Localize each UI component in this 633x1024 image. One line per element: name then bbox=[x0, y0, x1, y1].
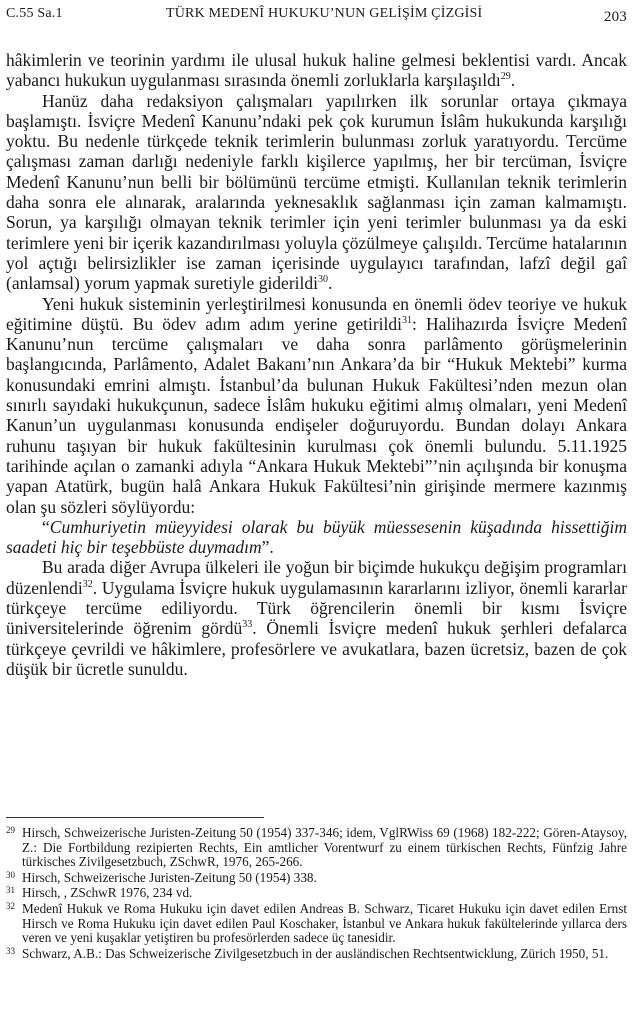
page-header bbox=[6, 6, 627, 28]
footnote-separator bbox=[6, 817, 264, 818]
journal-volume: C.55 Sa.1 bbox=[6, 6, 63, 21]
ataturk-quote bbox=[6, 517, 627, 558]
footnote-text: Hirsch, , ZSchwR 1976, 234 vd. bbox=[22, 885, 193, 901]
footnote-number: 29 bbox=[6, 825, 15, 835]
footnote-number: 33 bbox=[6, 945, 15, 956]
footnotes bbox=[6, 826, 627, 962]
paragraph-text: hâkimlerin ve teorinin yardımı ile ulusal hukuk haline gelmesi beklentisi vardı. Ancak yabancı hukukun uygulanması sırasında önemli zorluklarla karşılaşıldı bbox=[6, 50, 627, 91]
footnote-text: Hirsch, Schweizerische Juristen-Zeitung 50 (1954) 338. bbox=[22, 869, 317, 885]
footnote-32 bbox=[6, 902, 627, 946]
paragraph-text: . bbox=[328, 273, 333, 294]
paragraph-text: Hanüz daha redaksiyon çalışmaları yapılırken ilk sorunlar ortaya çıkmaya başlamıştı. İsviçre Medenî Kanunu’ndaki pek çok kurumun İslâm hukukunda karşılığı yoktu. Bu nedenle türkçede teknik terimlerin bulunması zorluk yaratıyordu. Tercüme çalışması zaman darlığı nedeniyle farklı kişilerce yapılmış, her bir tercüman, İsviçre Medenî Kanunu’nun belli bir bölümünü tercüme etmişti. Kullanılan teknik terimlerin daha sonra ele alınarak, aralarında yeknesaklık sağlanması için zaman kalmamıştı. Sorun, ya karşılığı olmayan teknik terimler için yeni terimler bulunması ya da eski terimlere yeni bir içerik kazandırılması yoluyla çözülmeye çalışıldı. Tercüme hatalarının yol açtığı belirsizlikler ise zaman içerisinde uygulayıcı tarafından, lafzî değil gaî (anlamsal) yorum yapmak suretiyle giderildi bbox=[6, 90, 627, 294]
footnote-number: 32 bbox=[6, 900, 15, 911]
footnote-33 bbox=[6, 947, 627, 962]
quote-open-mark: “ bbox=[42, 516, 50, 537]
paragraph-2 bbox=[6, 91, 627, 294]
paragraph-1 bbox=[6, 50, 627, 91]
paragraph-text: Yeni hukuk sisteminin yerleştirilmesi konusunda en önemli ödev teoriye ve hukuk eğitimine düştü. Bu ödev adım adım yerine getirildi bbox=[6, 293, 627, 334]
body-text bbox=[6, 50, 627, 679]
page-number: 203 bbox=[603, 9, 627, 25]
paragraph-4 bbox=[6, 557, 627, 679]
running-title: TÜRK MEDENÎ HUKUKU’NUN GELİŞİM ÇİZGİSİ bbox=[166, 6, 483, 21]
footnote-30 bbox=[6, 871, 627, 886]
footnote-text: Hirsch, Schweizerische Juristen-Zeitung 50 (1954) 337-346; idem, VglRWiss 69 (1968) 182-222; Gören-Ataysoy, Z.: Die Fortbildung rezipierten Rechts, Ein amtlicher Vorentwurf zu einem türkischen Rechts, Fünfzig Jahre türkisches Zivilgesetzbuch, ZSchwR, 1976, 265-266. bbox=[22, 825, 627, 870]
paragraph-text: . Önemli İsviçre medenî hukuk şerhleri defalarca türkçeye çevrildi ve hâkimlere, profesörlere ve avukatlara, bazen ücretsiz, bazen de çok düşük bir ücretle sunuldu. bbox=[6, 618, 627, 679]
paragraph-text: . bbox=[510, 70, 516, 91]
footnote-ref-30: 30 bbox=[318, 274, 328, 286]
footnote-text: Medenî Hukuk ve Roma Hukuku için davet edilen Andreas B. Schwarz, Ticaret Hukuku için davet edilen Ernst Hirsch ve Roma Hukuku için davet edilen Paul Koschaker, İstanbul ve Ankara hukuk fakültelerinde yıllarca ders veren ve yeni kuşaklar yetiştiren bu profesörlerden sadece üç tanesidir. bbox=[22, 900, 627, 946]
paragraph-text: Bu arada diğer Avrupa ülkeleri ile yoğun bir biçimde hukukçu değişim programları düzenlendi bbox=[6, 557, 627, 598]
quote-close-mark: ”. bbox=[261, 537, 274, 558]
footnote-text: Schwarz, A.B.: Das Schweizerische Zivilgesetzbuch in der ausländischen Rechtsentwicklung, Zürich 1950, 51. bbox=[22, 945, 609, 961]
footnote-ref-31: 31 bbox=[401, 314, 412, 326]
footnote-number: 31 bbox=[6, 885, 15, 896]
footnote-ref-33: 33 bbox=[242, 619, 253, 631]
paragraph-3 bbox=[6, 294, 627, 517]
footnote-29 bbox=[6, 826, 627, 870]
footnote-ref-32: 32 bbox=[82, 578, 93, 590]
paragraph-text: : Halihazırda İsviçre Medenî Kanunu’nun tercüme çalışmaları ve daha sonra parlâmento görüşmelerinin başlangıcında, Parlâmento, Adalet Bakanı’nın Ankara’da bir “Hukuk Mektebi” kurma konusundaki emrini almıştı. İstanbul’da bulunan Hukuk Fakültesi’nden mezun olan sınırlı sayıdaki hukukçunun, sadece İslâm hukuku eğitimi almış olmaları, yeni Medenî Kanun’un uygulanması konusunda endişeler doğuruyordu. Bundan dolayı Ankara ruhunu taşıyan bir hukuk fakültesinin kurulması çok önemli bulundu. 5.11.1925 tarihinde açılan o zamanki adıyla “Ankara Hukuk Mektebi”’nin açılışında bir konuşma yapan Atatürk, bugün halâ Ankara Hukuk Fakültesi’nin girişinde mermere kazınmış olan şu sözleri söylüyordu: bbox=[6, 313, 627, 517]
footnote-number: 30 bbox=[6, 869, 15, 880]
paragraph-text: . Uygulama İsviçre hukuk uygulamasının kararlarını izliyor, önemli kararlar türkçeye tercüme ediliyordu. Türk öğrencilerin önemli bir kısmı İsviçre üniversitelerinde öğrenim gördü bbox=[6, 577, 627, 639]
footnote-ref-29: 29 bbox=[500, 71, 511, 83]
footnote-31 bbox=[6, 886, 627, 901]
quote-text: Cumhuriyetin müeyyidesi olarak bu büyük müessesenin küşadında hissettiğim saadeti hiç bir teşebbüste duymadım bbox=[6, 516, 627, 558]
